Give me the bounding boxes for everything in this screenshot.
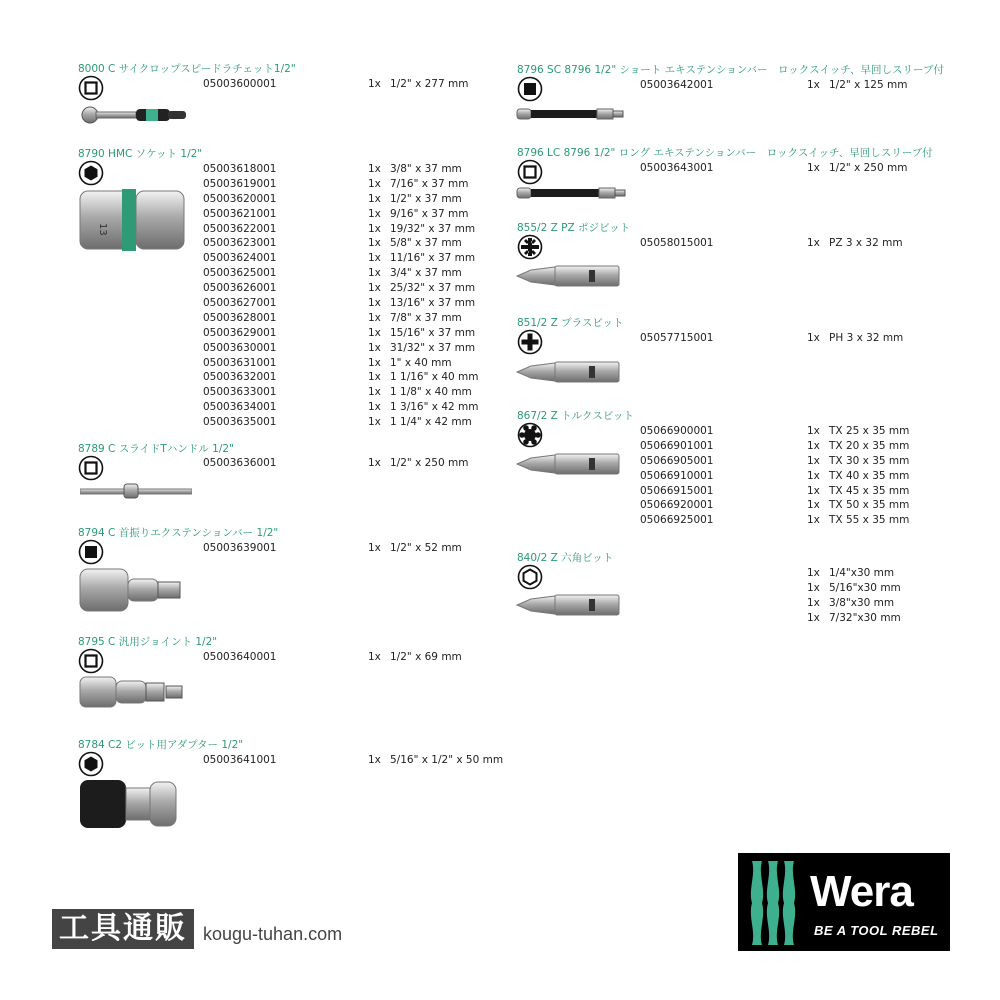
quantity: 1x — [368, 457, 381, 469]
size: 7/8" x 37 mm — [390, 311, 462, 324]
article-number: 05003623001 — [203, 237, 277, 250]
tool-image — [515, 104, 625, 128]
section-title: 851/2 Z プラスビット — [517, 317, 624, 329]
section-title: 8795 C 汎用ジョイント 1/2" — [78, 636, 218, 648]
shop-logo: 工具通販 — [52, 909, 194, 949]
hex-icon — [517, 564, 543, 590]
section-title: 8000 C サイクロップスピードラチェット1/2" — [78, 63, 296, 75]
section-title: 8790 HMC ソケット 1/2" — [78, 148, 203, 160]
size: PZ 3 x 32 mm — [829, 237, 903, 249]
svg-text:13: 13 — [97, 223, 108, 236]
article-number: 05003618001 — [203, 163, 277, 175]
quantity: 1x — [368, 267, 381, 280]
article-number: 05066925001 — [640, 514, 714, 527]
hex-socket-icon — [78, 751, 104, 777]
section-title: 8794 C 首振りエクステンションバー 1/2" — [78, 527, 279, 539]
article-number: 05003626001 — [203, 282, 277, 295]
tool-image — [515, 264, 621, 292]
quantity: 1x — [807, 162, 820, 174]
square-drive-icon — [517, 159, 543, 185]
article-number: 05003619001 — [203, 177, 277, 190]
article-number: 05003622001 — [203, 222, 277, 235]
quantity: 1x — [807, 596, 820, 609]
size: 11/16" x 37 mm — [390, 252, 476, 265]
tool-image — [78, 673, 184, 715]
quantity: 1x — [807, 439, 820, 452]
size: 3/8" x 37 mm — [390, 163, 462, 175]
size: 5/16"x30 mm — [829, 581, 901, 594]
quantity: 1x — [368, 192, 381, 205]
quantity: 1x — [807, 514, 820, 527]
size: TX 45 x 35 mm — [829, 484, 910, 497]
section-title: 8784 C2 ビット用アダプター 1/2" — [78, 739, 244, 751]
article-number: 05003600001 — [203, 78, 277, 90]
tool-image — [78, 185, 188, 259]
square-drive-filled-icon — [78, 539, 104, 565]
square-drive-filled-icon — [517, 76, 543, 102]
article-number: 05003628001 — [203, 311, 277, 324]
article-number: 05066900001 — [640, 425, 714, 437]
quantity: 1x — [368, 341, 381, 354]
square-drive-icon — [78, 455, 104, 481]
section-title: 855/2 Z PZ ポジビット — [517, 222, 631, 234]
article-number: 05066901001 — [640, 439, 714, 452]
size: 19/32" x 37 mm — [390, 222, 476, 235]
size: 7/16" x 37 mm — [390, 177, 469, 190]
tool-image — [78, 778, 178, 834]
size: 3/4" x 37 mm — [390, 267, 462, 280]
size: 1/2" x 250 mm — [390, 457, 469, 469]
quantity: 1x — [368, 401, 381, 414]
quantity: 1x — [368, 311, 381, 324]
article-number: 05066915001 — [640, 484, 714, 497]
tool-image — [78, 565, 182, 619]
quantity: 1x — [368, 237, 381, 250]
quantity: 1x — [368, 416, 381, 429]
size: 1/2" x 250 mm — [829, 162, 908, 174]
size: 31/32" x 37 mm — [390, 341, 476, 354]
square-drive-icon — [78, 75, 104, 101]
quantity: 1x — [368, 252, 381, 265]
size: 9/16" x 37 mm — [390, 207, 469, 220]
size: 15/16" x 37 mm — [390, 326, 476, 339]
article-number: 05003630001 — [203, 341, 277, 354]
quantity: 1x — [807, 469, 820, 482]
article-number: 05003643001 — [640, 162, 714, 174]
size: 1/2" x 277 mm — [390, 78, 469, 90]
size: TX 40 x 35 mm — [829, 469, 910, 482]
size: 1 1/16" x 40 mm — [390, 371, 479, 384]
size: 1" x 40 mm — [390, 356, 452, 369]
section-title: 867/2 Z トルクスビット — [517, 410, 634, 422]
size: 1/2" x 52 mm — [390, 542, 462, 554]
size: 7/32"x30 mm — [829, 611, 901, 624]
size: TX 30 x 35 mm — [829, 454, 910, 467]
size: 1 3/16" x 42 mm — [390, 401, 479, 414]
quantity: 1x — [368, 542, 381, 554]
section-title: 8789 C スライドTハンドル 1/2" — [78, 443, 234, 455]
quantity: 1x — [368, 297, 381, 310]
wera-tagline: BE A TOOL REBEL — [814, 923, 939, 938]
size: TX 25 x 35 mm — [829, 425, 910, 437]
tool-image — [80, 103, 190, 131]
size: 3/8"x30 mm — [829, 596, 895, 609]
quantity: 1x — [807, 611, 820, 624]
wera-logo — [738, 853, 950, 951]
quantity: 1x — [807, 484, 820, 497]
torx-icon — [517, 422, 543, 448]
size: 1 1/8" x 40 mm — [390, 386, 472, 399]
quantity: 1x — [807, 79, 820, 91]
tool-image — [515, 452, 621, 480]
hex-socket-icon — [78, 160, 104, 186]
size: PH 3 x 32 mm — [829, 332, 904, 344]
article-number: 05003633001 — [203, 386, 277, 399]
quantity: 1x — [368, 207, 381, 220]
size: 5/8" x 37 mm — [390, 237, 462, 250]
size: 1 1/4" x 42 mm — [390, 416, 472, 429]
tool-image — [515, 593, 621, 621]
size: 1/2" x 37 mm — [390, 192, 462, 205]
size: TX 50 x 35 mm — [829, 499, 910, 512]
article-number: 05003620001 — [203, 192, 277, 205]
quantity: 1x — [368, 177, 381, 190]
quantity: 1x — [368, 386, 381, 399]
tool-image — [515, 360, 621, 388]
quantity: 1x — [368, 326, 381, 339]
pozidriv-icon — [517, 234, 543, 260]
article-number: 05003635001 — [203, 416, 277, 429]
wera-wordmark: Wera — [810, 867, 913, 916]
article-number: 05003634001 — [203, 401, 277, 414]
phillips-icon — [517, 329, 543, 355]
article-number: 05003629001 — [203, 326, 277, 339]
article-number: 05003625001 — [203, 267, 277, 280]
quantity: 1x — [368, 356, 381, 369]
quantity: 1x — [807, 332, 820, 344]
tool-image — [80, 481, 192, 505]
size: 1/4"x30 mm — [829, 567, 895, 579]
quantity: 1x — [807, 567, 820, 579]
quantity: 1x — [807, 581, 820, 594]
article-number: 05003640001 — [203, 651, 277, 663]
article-number: 05003642001 — [640, 79, 714, 91]
quantity: 1x — [807, 499, 820, 512]
quantity: 1x — [368, 754, 381, 766]
quantity: 1x — [807, 237, 820, 249]
size: 1/2" x 125 mm — [829, 79, 908, 91]
shop-url[interactable]: kougu-tuhan.com — [203, 924, 343, 944]
article-number: 05066910001 — [640, 469, 714, 482]
quantity: 1x — [368, 651, 381, 663]
square-drive-icon — [78, 648, 104, 674]
tool-image — [515, 185, 627, 205]
size: 25/32" x 37 mm — [390, 282, 476, 295]
quantity: 1x — [807, 425, 820, 437]
article-number: 05003632001 — [203, 371, 277, 384]
article-number: 05003627001 — [203, 297, 277, 310]
size: 5/16" x 1/2" x 50 mm — [390, 754, 504, 766]
article-number: 05066905001 — [640, 454, 714, 467]
section-title: 8796 LC 8796 1/2" ロング エキステンションバー ロックスイッチ、早回しスリーブ付 — [517, 147, 933, 159]
size: TX 55 x 35 mm — [829, 514, 910, 527]
size: 1/2" x 69 mm — [390, 651, 462, 663]
section-title: 8796 SC 8796 1/2" ショート エキステンションバー ロックスイッチ、早回しスリーブ付 — [517, 64, 944, 76]
wera-stripes-icon — [738, 853, 808, 951]
quantity: 1x — [368, 371, 381, 384]
quantity: 1x — [368, 78, 381, 90]
article-number: 05003639001 — [203, 542, 277, 554]
article-number: 05066920001 — [640, 499, 714, 512]
article-number: 05003621001 — [203, 207, 277, 220]
article-number: 05003636001 — [203, 457, 277, 469]
article-number: 05057715001 — [640, 332, 714, 344]
quantity: 1x — [368, 222, 381, 235]
article-number: 05003631001 — [203, 356, 277, 369]
size: TX 20 x 35 mm — [829, 439, 910, 452]
quantity: 1x — [807, 454, 820, 467]
size: 13/16" x 37 mm — [390, 297, 476, 310]
quantity: 1x — [368, 282, 381, 295]
article-number: 05003641001 — [203, 754, 277, 766]
section-title: 840/2 Z 六角ビット — [517, 552, 614, 564]
article-number: 05058015001 — [640, 237, 714, 249]
quantity: 1x — [368, 163, 381, 175]
article-number: 05003624001 — [203, 252, 277, 265]
